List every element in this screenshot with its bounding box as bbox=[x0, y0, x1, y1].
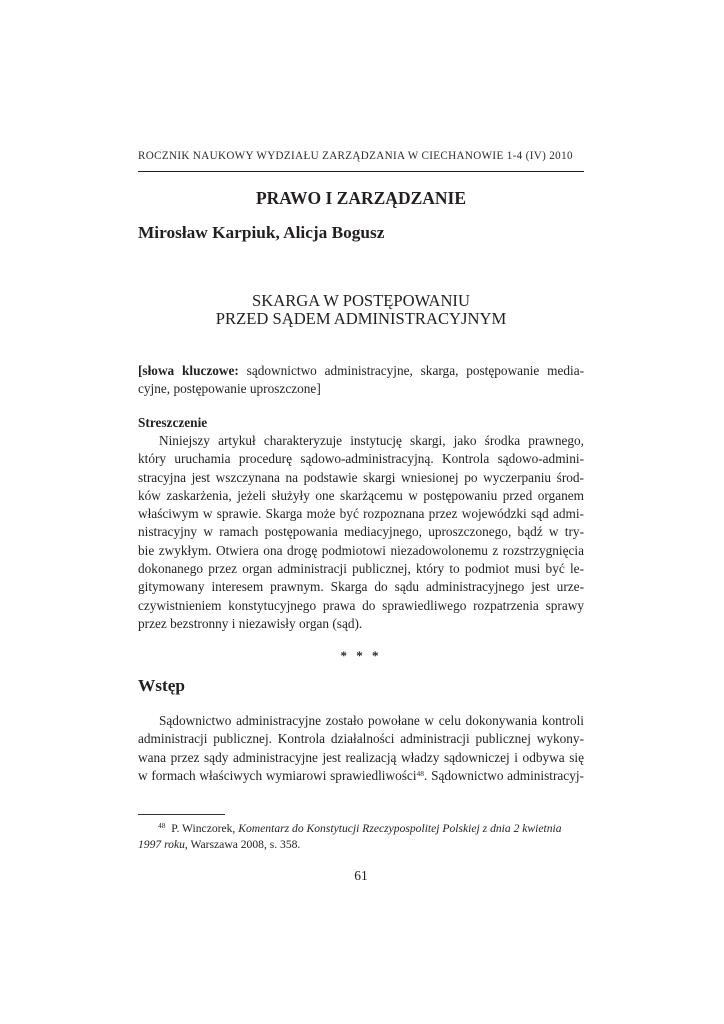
section-separator: * * * bbox=[340, 648, 382, 663]
footnote-line bbox=[138, 821, 584, 837]
abstract-heading: Streszczenie bbox=[138, 415, 208, 430]
keywords-label: [słowa kluczowe: bbox=[138, 363, 239, 378]
intro-body bbox=[138, 712, 584, 785]
footnote bbox=[138, 821, 584, 853]
footnote-reference[interactable]: 48 bbox=[416, 768, 425, 778]
keywords-text: sądownictwo administracyjne, skarga, postępowanie media- bbox=[246, 363, 585, 378]
intro-text: w formach właściwych wymiarowi sprawiedliwości bbox=[138, 767, 417, 783]
abstract-line: Niniejszy artykuł charakteryzuje instytucję skargi, jako środka prawnego, bbox=[159, 433, 584, 448]
keywords-line: cyjne, postępowanie uproszczone] bbox=[138, 381, 321, 397]
abstract-line: stracyjna jest wszczynana na podstawie skargi wniesionej po wyczerpaniu środ- bbox=[138, 469, 584, 485]
footnote-number: 48 bbox=[158, 821, 166, 830]
abstract-line: bie zwykłym. Otwiera ona drogę podmiotowi niezadowolonemu z rozstrzygnięcia bbox=[138, 542, 584, 558]
article-title-line: PRZED SĄDEM ADMINISTRACYJNYM bbox=[215, 309, 507, 329]
article-title-line: SKARGA W POSTĘPOWANIU bbox=[252, 291, 470, 310]
abstract-line: nistracyjny w ramach postępowania mediacyjnego, uproszczonego, bądź w try- bbox=[138, 524, 584, 540]
abstract-line: dokonanego przez organ administracji publicznej, który to podmiot musi być le- bbox=[138, 561, 584, 577]
keywords-line bbox=[138, 362, 584, 380]
footnote-title: Komentarz do Konstytucji Rzeczypospolitej Polskiej z dnia 2 kwietnia bbox=[238, 822, 562, 835]
intro-heading: Wstęp bbox=[138, 676, 186, 695]
abstract-line: właściwym w sprawie. Skarga może być rozpoznana przez wojewódzki sąd admi- bbox=[138, 506, 584, 522]
abstract-line: który uruchamia procedurę sądowo-administracyjną. Kontrola sądowo-admini- bbox=[138, 451, 584, 467]
page-number: 61 bbox=[354, 868, 368, 883]
running-head: ROCZNIK NAUKOWY WYDZIAŁU ZARZĄDZANIA W CIECHANOWIE 1-4 (IV) 2010 bbox=[138, 150, 573, 162]
abstract-body bbox=[138, 432, 584, 633]
intro-line bbox=[138, 767, 584, 785]
footnote-line bbox=[138, 837, 584, 853]
abstract-line: gitymowany interesem prawnym. Skarga do sądu administracyjnego jest urze- bbox=[138, 579, 584, 595]
intro-line: Sądownictwo administracyjne zostało powołane w celu dokonywania kontroli bbox=[159, 713, 584, 728]
footnote-author: P. Winczorek, bbox=[171, 822, 236, 835]
abstract-line: przez bezstronny i niezawisły organ (sąd). bbox=[138, 615, 363, 631]
abstract-line: ków zaskarżenia, jeżeli służyły one skarżącemu w postępowaniu przed organem bbox=[138, 487, 584, 503]
article-title bbox=[138, 291, 584, 328]
section-title: PRAWO I ZARZĄDZANIE bbox=[255, 188, 467, 208]
footnote-rule bbox=[138, 814, 225, 815]
authors: Mirosław Karpiuk, Alicja Bogusz bbox=[138, 223, 385, 242]
header-rule bbox=[138, 171, 584, 172]
intro-text: . Sądownictwo administracyj- bbox=[424, 767, 584, 783]
intro-line: administracji publicznej. Kontrola działalności administracji publicznej wykony- bbox=[138, 731, 584, 747]
abstract-line: czywistnieniem konstytucyjnego prawa do sprawiedliwego rozpatrzenia sprawy bbox=[138, 597, 584, 613]
intro-line: wana przez sądy administracyjne jest realizacją władzy sądowniczej i odbywa się bbox=[138, 749, 584, 765]
keywords bbox=[138, 362, 584, 399]
footnote-source: , Warszawa 2008, s. 358. bbox=[184, 838, 301, 851]
footnote-title: 1997 roku bbox=[138, 838, 185, 851]
